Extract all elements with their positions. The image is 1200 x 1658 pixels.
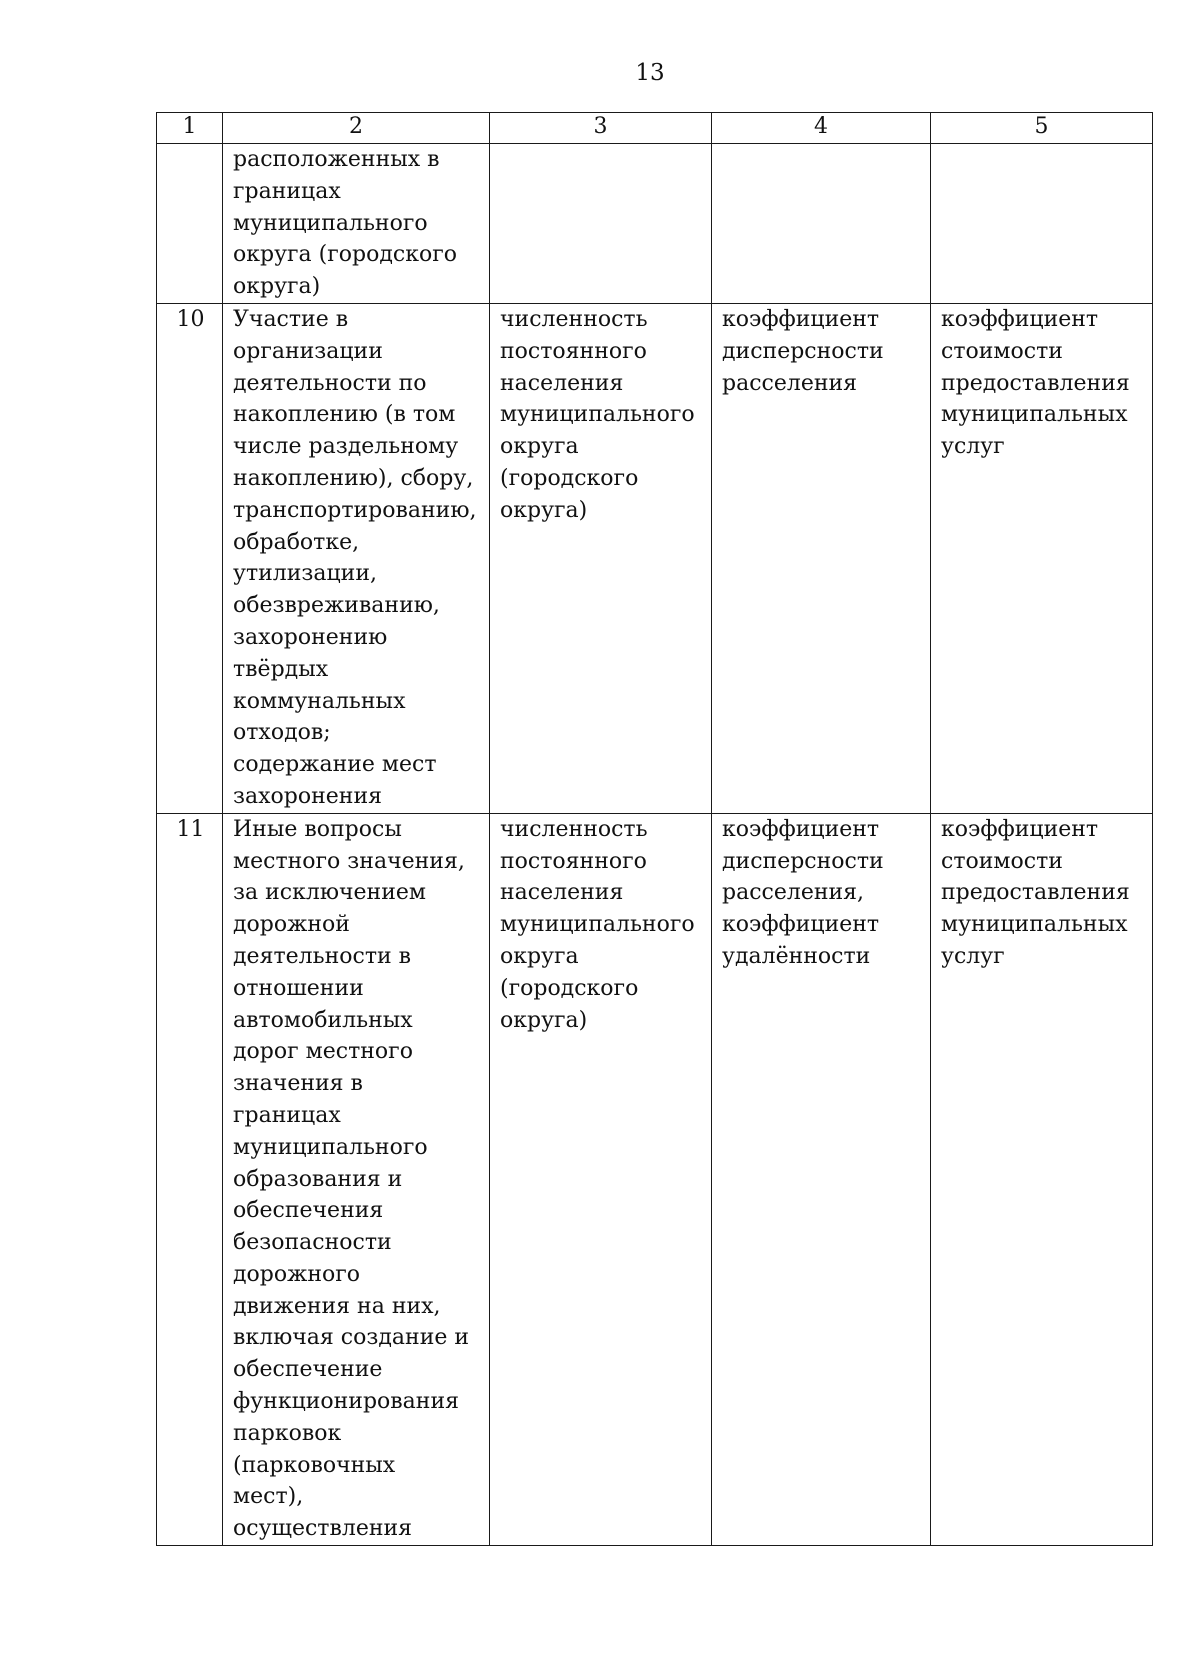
indicator-cell: численность постоянного населения муниципального округа (городского округа) bbox=[490, 303, 712, 813]
powers-cell: Участие в организации деятельности по накоплению (в том числе раздельному накоплению), сбору, транспортированию, обработке, утилизации, обезвреживанию, захоронению твёрдых коммунальных отходов; содержание мест захоронения bbox=[223, 303, 490, 813]
powers-cell: расположенных в границах муниципального округа (городского округа) bbox=[223, 144, 490, 304]
table-row-11 bbox=[157, 813, 1153, 1545]
coefficient-cell: коэффициент дисперсности расселения bbox=[712, 303, 931, 813]
table-row-continuation bbox=[157, 144, 1153, 304]
page-number: 13 bbox=[635, 60, 665, 86]
powers-cell: Иные вопросы местного значения, за исключением дорожной деятельности в отношении автомобильных дорог местного значения в границах муниципального образования и обеспечения безопасности дорожного движения на них, включая создание и обеспечение функционирования парковок (парковочных мест), осуществления bbox=[223, 813, 490, 1545]
coefficient-cell bbox=[712, 144, 931, 304]
header-col-2: 2 bbox=[223, 113, 490, 144]
header-col-1: 1 bbox=[157, 113, 223, 144]
table-header-row bbox=[157, 113, 1153, 144]
header-col-3: 3 bbox=[490, 113, 712, 144]
cost-coefficient-cell bbox=[931, 144, 1153, 304]
allocation-table bbox=[156, 112, 1153, 1546]
table-row-10 bbox=[157, 303, 1153, 813]
indicator-cell bbox=[490, 144, 712, 304]
coefficient-cell: коэффициент дисперсности расселения, коэффициент удалённости bbox=[712, 813, 931, 1545]
row-number-cell: 11 bbox=[157, 813, 223, 1545]
row-number-cell bbox=[157, 144, 223, 304]
header-col-4: 4 bbox=[712, 113, 931, 144]
cost-coefficient-cell: коэффициент стоимости предоставления муниципальных услуг bbox=[931, 813, 1153, 1545]
indicator-cell: численность постоянного населения муниципального округа (городского округа) bbox=[490, 813, 712, 1545]
header-col-5: 5 bbox=[931, 113, 1153, 144]
row-number-cell: 10 bbox=[157, 303, 223, 813]
cost-coefficient-cell: коэффициент стоимости предоставления муниципальных услуг bbox=[931, 303, 1153, 813]
